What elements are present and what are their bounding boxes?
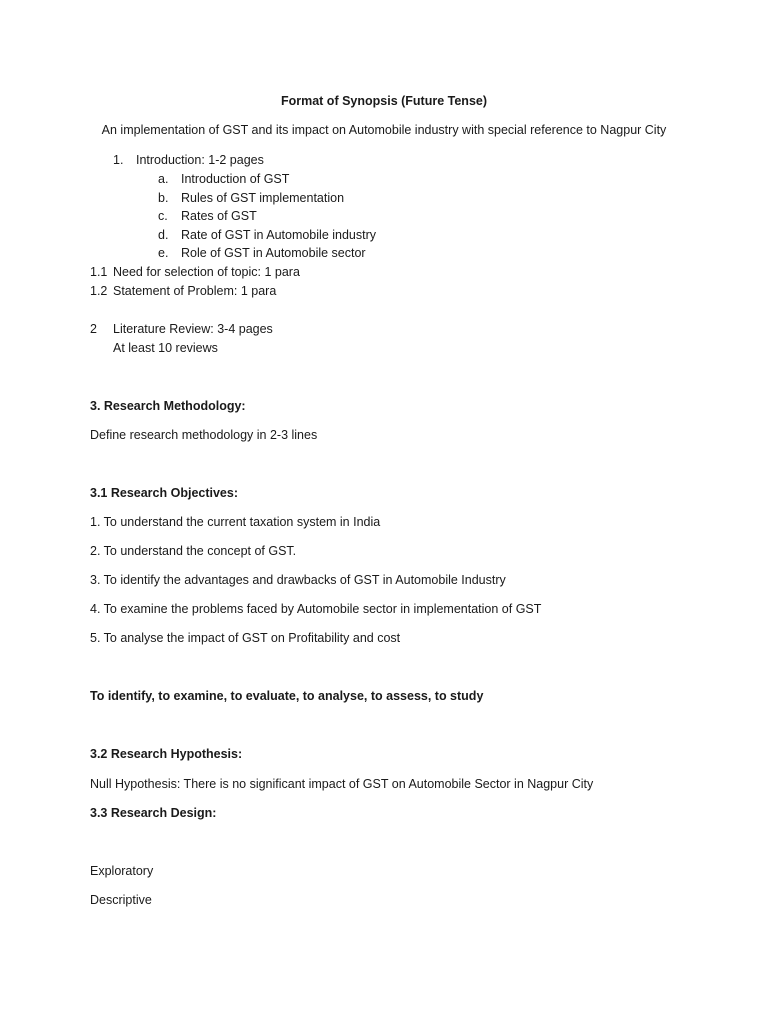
objective-item: 4. To examine the problems faced by Automobile sector in implementation of GST (90, 602, 542, 616)
literature-number: 2 (90, 322, 97, 336)
intro-subitem: Role of GST in Automobile sector (181, 246, 366, 260)
hypothesis-text: Null Hypothesis: There is no significant impact of GST on Automobile Sector in Nagpur City (90, 777, 594, 791)
sub-1-1-number: 1.1 (90, 265, 108, 279)
intro-subitem-letter: d. (158, 228, 169, 242)
objectives-heading: 3.1 Research Objectives: (90, 486, 238, 500)
objective-item: 1. To understand the current taxation system in India (90, 515, 381, 529)
objective-item: 5. To analyse the impact of GST on Profitability and cost (90, 631, 401, 645)
document-subtitle: An implementation of GST and its impact on Automobile industry with special reference to Nagpur City (101, 123, 667, 137)
design-heading: 3.3 Research Design: (90, 806, 217, 820)
intro-number: 1. (113, 153, 124, 167)
hypothesis-heading: 3.2 Research Hypothesis: (90, 747, 243, 761)
objective-verbs: To identify, to examine, to evaluate, to analyse, to assess, to study (90, 689, 484, 703)
intro-subitem: Introduction of GST (181, 172, 290, 186)
objective-item: 2. To understand the concept of GST. (90, 544, 297, 558)
literature-note: At least 10 reviews (113, 341, 218, 355)
intro-subitem-letter: a. (158, 172, 169, 186)
methodology-heading: 3. Research Methodology: (90, 399, 246, 413)
intro-heading: Introduction: 1-2 pages (136, 153, 264, 167)
intro-subitem: Rate of GST in Automobile industry (181, 228, 377, 242)
sub-1-2-number: 1.2 (90, 284, 108, 298)
design-item: Exploratory (90, 864, 154, 878)
literature-heading: Literature Review: 3-4 pages (113, 322, 273, 336)
intro-subitem: Rules of GST implementation (181, 191, 345, 205)
design-item: Descriptive (90, 893, 152, 907)
sub-1-1-text: Need for selection of topic: 1 para (113, 265, 300, 279)
intro-subitem: Rates of GST (181, 209, 257, 223)
intro-subitem-letter: c. (158, 209, 168, 223)
objective-item: 3. To identify the advantages and drawbacks of GST in Automobile Industry (90, 573, 506, 587)
intro-subitem-letter: e. (158, 246, 169, 260)
intro-subitem-letter: b. (158, 191, 169, 205)
sub-1-2-text: Statement of Problem: 1 para (113, 284, 277, 298)
document-title: Format of Synopsis (Future Tense) (280, 94, 488, 108)
methodology-text: Define research methodology in 2-3 lines (90, 428, 318, 442)
